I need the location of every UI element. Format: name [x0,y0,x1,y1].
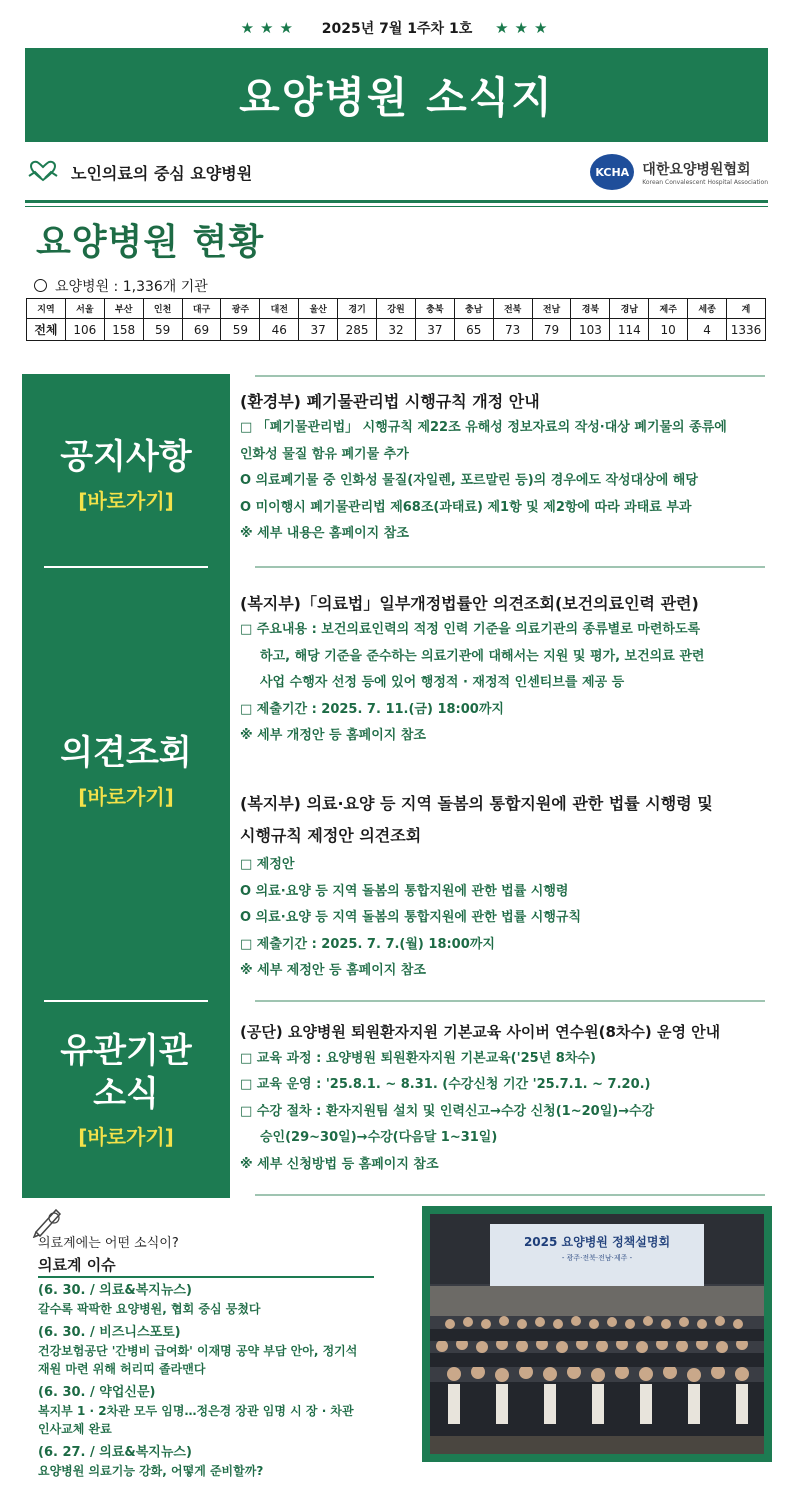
related-shortcut-link[interactable]: [바로가기] [78,1125,174,1149]
article-line: □ 교육 운영 : '25.8.1. ~ 8.31. (수강신청 기간 '25.7.1. ~ 7.20.) [240,1077,651,1092]
table-cell: 37 [299,319,338,341]
side-divider [44,1000,208,1002]
table-header-cell: 충남 [454,299,493,319]
kcha-logo-icon: KCHA [590,154,634,190]
article-line: ※ 세부 신청방법 등 홈페이지 참조 [240,1156,439,1172]
divider [255,566,765,568]
hospital-count [34,276,208,296]
divider [255,1000,765,1002]
news-source: (6. 30. / 비즈니스포토) [38,1325,181,1340]
hospital-region-table [26,298,766,341]
divider [25,200,768,203]
table-row-label: 전체 [27,319,66,341]
news-headline[interactable]: 복지부 1 · 2차관 모두 임명…정은경 장관 임명 시 장 · 차관 [38,1404,354,1418]
title-banner [25,48,768,142]
news-item[interactable] [38,1282,418,1318]
related-section-title-line2: 소식 [93,1073,159,1114]
notice-section-title: 공지사항 [60,437,192,477]
article-line: 승인(29~30일)→수강(다음달 1~31일) [260,1130,498,1145]
circle-bullet-icon [34,279,47,292]
opinion-article-1 [240,590,780,750]
table-cell: 32 [377,319,416,341]
news-item[interactable] [38,1324,418,1378]
divider [255,1194,765,1196]
article-line: □ 주요내용 : 보건의료인력의 적정 인력 기준을 의료기관의 종류별로 마련하도록 [240,622,701,638]
event-group-photo [430,1214,764,1454]
table-header-cell: 경북 [571,299,610,319]
table-cell: 59 [221,319,260,341]
event-photo-frame [422,1206,772,1462]
table-header-cell: 전남 [532,299,571,319]
news-question: 의료계에는 어떤 소식이? [38,1236,179,1251]
notice-article [240,388,780,548]
table-header-cell: 충북 [415,299,454,319]
table-header-cell: 경남 [610,299,649,319]
article-line: □ 「폐기물관리법」 시행규칙 제22조 유해성 정보자료의 작성·대상 폐기물의 종류에 [240,420,727,436]
table-cell: 285 [338,319,377,341]
table-header-cell: 세종 [688,299,727,319]
table-header-cell: 울산 [299,299,338,319]
table-header-cell: 대전 [260,299,299,319]
news-headline-cont[interactable]: 재원 마련 위해 허리띠 졸라맨다 [38,1362,206,1376]
table-cell: 59 [143,319,182,341]
org-logo-block [590,154,768,190]
table-cell: 69 [182,319,221,341]
table-header-cell: 계 [727,299,766,319]
section-side-panel [22,374,230,1198]
news-headline[interactable]: 갈수록 팍팍한 요양병원, 협회 중심 뭉쳤다 [38,1302,261,1316]
hospital-count-text: 요양병원 : 1,336개 기관 [55,279,208,295]
table-cell: 46 [260,319,299,341]
org-name-english: Korean Convalescent Hospital Association [642,178,768,186]
newsletter-title: 요양병원 소식지 [239,73,554,122]
article-line: □ 제출기간 : 2025. 7. 7.(월) 18:00까지 [240,936,495,952]
article-line: ※ 세부 제정안 등 홈페이지 참조 [240,963,426,978]
table-cell: 103 [571,319,610,341]
related-section-title-line1: 유관기관 [60,1031,192,1071]
news-headline-cont[interactable]: 인사교체 완료 [38,1422,112,1436]
opinion-article-2 [240,788,780,985]
article-line: O 의료·요양 등 지역 돌봄의 통합지원에 관한 법률 시행령 [240,883,569,899]
article-line: O 의료·요양 등 지역 돌봄의 통합지원에 관한 법률 시행규칙 [240,910,582,925]
notice-shortcut-link[interactable]: [바로가기] [78,488,174,513]
star-icons-right: ★★★ [495,19,554,37]
news-item[interactable] [38,1444,418,1480]
news-item[interactable] [38,1384,418,1438]
article-title-cont[interactable]: 시행규칙 제정안 의견조회 [240,826,422,845]
article-line: 하고, 해당 기준을 준수하는 의료기관에 대해서는 지원 및 평가, 보건의료 관련 [260,648,705,664]
org-name [642,159,768,186]
divider [38,1276,374,1278]
article-line: O 미이행시 폐기물관리법 제68조(과태료) 제1항 및 제2항에 따라 과태료 부과 [240,499,692,515]
article-title[interactable]: (환경부) 폐기물관리법 시행규칙 개정 안내 [240,392,540,411]
status-title: 요양병원 현황 [36,222,265,263]
article-title[interactable]: (복지부)「의료법」일부개정법률안 의견조회(보건의료인력 관련) [240,594,699,613]
table-header-cell: 지역 [27,299,66,319]
table-cell: 73 [493,319,532,341]
opinion-section-title: 의견조회 [60,733,192,773]
table-header-cell: 광주 [221,299,260,319]
notice-section-header [22,436,230,514]
article-line: 인화성 물질 함유 폐기물 추가 [240,446,409,462]
slogan [25,160,252,184]
news-source: (6. 27. / 의료&복지뉴스) [38,1445,192,1460]
table-header-cell: 서울 [65,299,104,319]
table-cell: 10 [649,319,688,341]
table-cell: 37 [415,319,454,341]
news-list [38,1282,418,1486]
related-section-header [22,1030,230,1150]
table-header-cell: 제주 [649,299,688,319]
article-line: 사업 수행자 선정 등에 있어 행정적 · 재정적 인센티브를 제공 등 [260,675,625,691]
issue-line [0,18,794,40]
table-cell: 79 [532,319,571,341]
table-cell: 65 [454,319,493,341]
table-header-cell: 강원 [377,299,416,319]
table-cell: 106 [65,319,104,341]
table-cell: 1336 [727,319,766,341]
table-header-cell: 인천 [143,299,182,319]
related-article [240,1020,780,1178]
article-line: □ 제출기간 : 2025. 7. 11.(금) 18:00까지 [240,701,504,717]
table-header-cell: 대구 [182,299,221,319]
table-header-row [27,299,766,319]
table-cell: 4 [688,319,727,341]
table-header-cell: 부산 [104,299,143,319]
opinion-shortcut-link[interactable]: [바로가기] [78,784,174,809]
star-icons-left: ★★★ [240,19,299,37]
table-cell: 114 [610,319,649,341]
issue-number: 2025년 7월 1주차 1호 [321,21,473,37]
subheader [25,150,768,194]
divider [255,375,765,377]
news-headline[interactable]: 요양병원 의료기능 강화, 어떻게 준비할까? [38,1464,264,1478]
article-title[interactable]: (공단) 요양병원 퇴원환자지원 기본교육 사이버 연수원(8차수) 운영 안내 [240,1023,721,1041]
divider [25,206,768,207]
opinion-section-header [22,732,230,810]
news-title: 의료계 이슈 [38,1256,116,1274]
table-cell: 158 [104,319,143,341]
article-line: ※ 세부 개정안 등 홈페이지 참조 [240,728,426,744]
heart-hands-icon [27,160,59,184]
slogan-text: 노인의료의 중심 요양병원 [71,163,253,183]
news-source: (6. 30. / 의료&복지뉴스) [38,1283,192,1298]
table-header-cell: 경기 [338,299,377,319]
org-name-korean: 대한요양병원협회 [642,161,751,178]
table-row [27,319,766,341]
article-line: □ 수강 절차 : 환자지원팀 설치 및 인력신고→수강 신청(1~20일)→수강 [240,1103,655,1119]
article-title[interactable]: (복지부) 의료·요양 등 지역 돌봄의 통합지원에 관한 법률 시행령 및 [240,794,713,813]
article-line: □ 제정안 [240,857,295,872]
side-divider [44,566,208,568]
news-source: (6. 30. / 약업신문) [38,1385,156,1400]
article-line: O 의료폐기물 중 인화성 물질(자일렌, 포르말린 등)의 경우에도 작성대상에 해당 [240,473,698,489]
article-line: ※ 세부 내용은 홈페이지 참조 [240,526,409,542]
photo-banner-title: 2025 요양병원 정책설명회 [523,1235,671,1249]
table-header-cell: 전북 [493,299,532,319]
photo-banner-subtitle: - 광주·전북·전남·제주 - [561,1254,633,1262]
article-line: □ 교육 과정 : 요양병원 퇴원환자지원 기본교육('25년 8차수) [240,1050,596,1066]
news-headline[interactable]: 건강보험공단 '간병비 급여화' 이재명 공약 부담 안아, 정기석 [38,1344,358,1358]
